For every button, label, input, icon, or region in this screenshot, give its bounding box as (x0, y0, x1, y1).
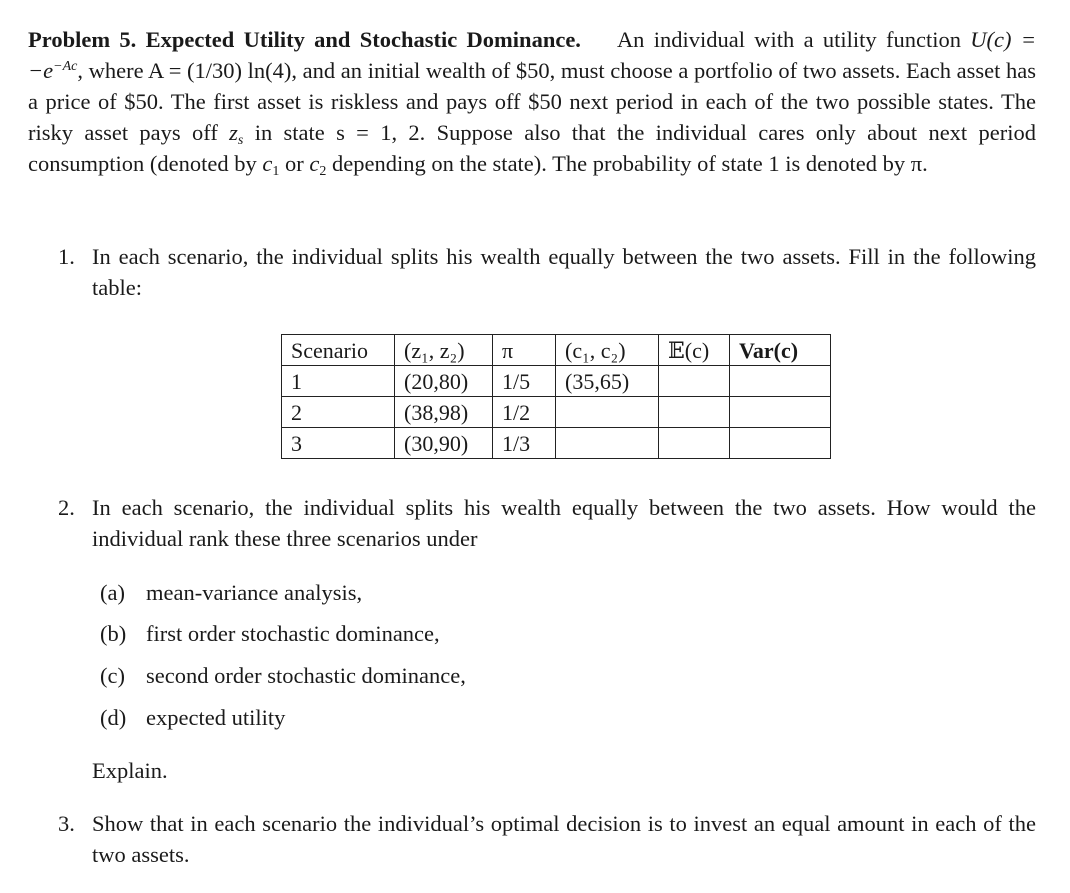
table-row (282, 397, 831, 428)
problem-statement (28, 24, 1036, 179)
cell-variance-c[interactable] (730, 397, 831, 428)
cell-c[interactable] (556, 428, 659, 459)
question-2 (58, 492, 1036, 554)
cell-pi: 1/3 (493, 428, 556, 459)
subitem-label: (d) (100, 705, 127, 730)
table-row (282, 428, 831, 459)
cell-variance-c[interactable] (730, 366, 831, 397)
subitem-d (100, 702, 285, 733)
header-c: (c₁, c₂) (556, 335, 659, 366)
intro-text-1: An individual with a utility function (616, 27, 971, 52)
table-row (282, 366, 831, 397)
subitem-text: first order stochastic dominance, (146, 621, 440, 646)
scenario-table (281, 334, 831, 459)
question-2-number: 2. (58, 495, 75, 520)
cell-z: (20,80) (395, 366, 493, 397)
header-z: (z₁, z₂) (395, 335, 493, 366)
question-1 (58, 241, 1036, 303)
subitem-text: expected utility (146, 705, 286, 730)
zs-subscript: s (237, 133, 244, 148)
subitem-label: (c) (100, 663, 125, 688)
c2-subscript: 2 (319, 164, 327, 179)
c2-symbol: c (309, 151, 320, 176)
utility-exponent: −Ac (53, 59, 78, 74)
intro-text-2: , where A = (1/30) ln(4), and an initial wealth of $50, must choose a portfolio of two assets. Each asset has a price of $50. The first asset is riskless and pays off $50 next period in each of the two possible states. The risky asset pays off (28, 58, 1036, 145)
cell-c: (35,65) (556, 366, 659, 397)
cell-scenario: 2 (282, 397, 395, 428)
header-expected-c: 𝔼(c) (659, 335, 730, 366)
subitem-label: (a) (100, 580, 125, 605)
cell-expected-c[interactable] (659, 397, 730, 428)
subitem-a (100, 577, 362, 608)
cell-z: (30,90) (395, 428, 493, 459)
subitem-text: mean-variance analysis, (146, 580, 363, 605)
c1-subscript: 1 (272, 164, 280, 179)
cell-expected-c[interactable] (659, 428, 730, 459)
table-header-row (282, 335, 831, 366)
cell-pi: 1/2 (493, 397, 556, 428)
question-3-text: Show that in each scenario the individual’s optimal decision is to invest an equal amount in each of the two assets. (92, 811, 1036, 867)
c1-symbol: c (262, 151, 273, 176)
intro-or: or (279, 151, 310, 176)
question-1-number: 1. (58, 244, 75, 269)
problem-title: Problem 5. Expected Utility and Stochastic Dominance. (28, 27, 581, 52)
subitem-b (100, 618, 440, 649)
header-variance-c: Var(c) (730, 335, 831, 366)
intro-text-3: in state s = 1, 2. Suppose also that the individual cares only about next period consumption (denoted by (28, 120, 1036, 176)
question-3 (58, 808, 1036, 870)
cell-c[interactable] (556, 397, 659, 428)
intro-text-4: depending on the state). The probability of state 1 is denoted by π. (326, 151, 928, 176)
cell-z: (38,98) (395, 397, 493, 428)
header-pi: π (493, 335, 556, 366)
cell-pi: 1/5 (493, 366, 556, 397)
question-2-text: In each scenario, the individual splits his wealth equally between the two assets. How would the individual rank these three scenarios under (92, 495, 1036, 551)
cell-variance-c[interactable] (730, 428, 831, 459)
question-3-number: 3. (58, 811, 75, 836)
subitem-label: (b) (100, 621, 127, 646)
question-1-text: In each scenario, the individual splits his wealth equally between the two assets. Fill in the following table: (92, 244, 1036, 300)
explain-prompt: Explain. (92, 758, 168, 783)
cell-expected-c[interactable] (659, 366, 730, 397)
subitem-text: second order stochastic dominance, (146, 663, 466, 688)
utility-expression: U(c) = −e (28, 27, 1036, 83)
subitem-c (100, 660, 466, 691)
zs-symbol: z (229, 120, 238, 145)
cell-scenario: 1 (282, 366, 395, 397)
cell-scenario: 3 (282, 428, 395, 459)
header-scenario: Scenario (282, 335, 395, 366)
